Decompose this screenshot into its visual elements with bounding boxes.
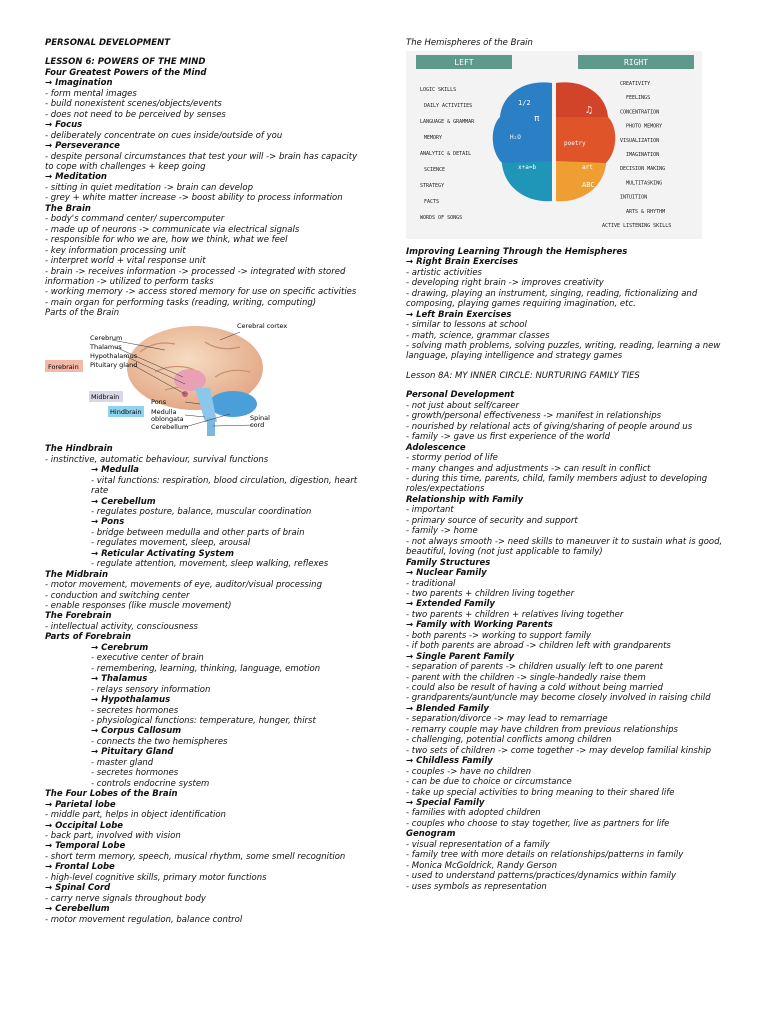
brain-parts-figure bbox=[45, 322, 363, 440]
text-line-artistic-activities: - artistic activities bbox=[406, 267, 482, 278]
medulla-label-2: oblongata bbox=[151, 414, 184, 423]
heading-imagination: → Imagination bbox=[45, 78, 113, 89]
text-line-motor-movement-regulation-balance-contro: - motor movement regulation, balance control bbox=[45, 914, 243, 925]
text-line-not-just-about-self-career: - not just about self/career bbox=[406, 400, 520, 411]
glyph-equation: x+a=b bbox=[518, 164, 537, 172]
text-line-executive-center-of-brain: - executive center of brain bbox=[91, 653, 204, 664]
text-line-controls-endocrine-system: - controls endocrine system bbox=[91, 778, 210, 789]
text-line-middle-part-helps-in-object-identificati: - middle part, helps in object identification bbox=[45, 810, 226, 821]
glyph-pi: π bbox=[534, 114, 540, 125]
text-line-remarry-couple-may-have-children-from-pr: - remarry couple may have children from previous relationships bbox=[406, 724, 678, 735]
text-line-grey-white-matter-increase-boost-ability: - grey + white matter increase -> boost ability to process information bbox=[45, 193, 343, 204]
heading-family-with-working-parents: → Family with Working Parents bbox=[406, 620, 553, 631]
text-line-bridge-between-medulla-and-other-parts-o: - bridge between medulla and other parts of brain bbox=[91, 527, 305, 538]
thalamus-label: Thalamus bbox=[90, 342, 122, 351]
heading-reticular-activating-system: → Reticular Activating System bbox=[91, 548, 234, 559]
text-line-regulates-movement-sleep-arousal: - regulates movement, sleep, arousal bbox=[91, 538, 251, 549]
text-line-lesson-8a-my-inner-circle-nurturing-fami: Lesson 8A: MY INNER CIRCLE: NURTURING FAMILY TIES bbox=[406, 370, 640, 381]
right-skill-visualization: VISUALIZATION bbox=[620, 138, 660, 145]
heading-cerebellum: → Cerebellum bbox=[45, 904, 110, 915]
right-skill-intuition: INTUITION bbox=[620, 195, 648, 202]
text-line-could-also-be-result-of-having-a-cold-wi: - could also be result of having a cold without being married bbox=[406, 683, 663, 694]
text-line-traditional: - traditional bbox=[406, 578, 456, 589]
text-line-both-parents-working-to-support-family: - both parents -> working to support family bbox=[406, 630, 592, 641]
left-skill-analytic-detail: ANALYTIC & DETAIL bbox=[420, 151, 472, 158]
medulla-label: Medulla bbox=[151, 407, 177, 416]
hemispheres-diagram bbox=[406, 51, 702, 239]
left-skill-science: SCIENCE bbox=[424, 167, 446, 174]
text-line-responsible-for-who-we-are-how-we-think-: - responsible for who we are, how we think, what we feel bbox=[45, 235, 288, 246]
spacer bbox=[406, 362, 726, 371]
heading-personal-development: Personal Development bbox=[406, 390, 515, 401]
left-header: LEFT bbox=[454, 58, 474, 68]
text-line-family-home: - family -> home bbox=[406, 526, 478, 537]
text-line-couples-have-no-children: - couples -> have no children bbox=[406, 766, 532, 777]
heading-the-midbrain: The Midbrain bbox=[45, 569, 109, 580]
spinal-cord-label-2: cord bbox=[250, 420, 265, 429]
text-line-master-gland: - master gland bbox=[91, 757, 154, 768]
text-line-physiological-functions-temperature-hung: - physiological functions: temperature, hunger, thirst bbox=[91, 716, 316, 727]
text-line-connects-the-two-hemispheres: - connects the two hemispheres bbox=[91, 736, 228, 747]
heading-temporal-lobe: → Temporal Lobe bbox=[45, 841, 126, 852]
right-skill-multitasking: MULTITASKING bbox=[626, 180, 663, 187]
spinal-cord-label: Spinal bbox=[250, 413, 270, 422]
text-line-carry-nerve-signals-throughout-body: - carry nerve signals throughout body bbox=[45, 893, 206, 904]
right-skill-concentration: CONCENTRATION bbox=[620, 109, 660, 116]
hemispheres-figure bbox=[406, 51, 726, 242]
text-line-similar-to-lessons-at-school: - similar to lessons at school bbox=[406, 320, 527, 331]
text-line-stormy-period-of-life: - stormy period of life bbox=[406, 453, 498, 464]
text-line-parts-of-the-brain: Parts of the Brain bbox=[45, 308, 120, 319]
glyph-water: H₂O bbox=[510, 134, 521, 142]
text-line-separation-of-parents-children-usually-l: - separation of parents -> children usually left to one parent bbox=[406, 662, 663, 673]
text-line-despite-personal-circumstances-that-test: - despite personal circumstances that test your will -> brain has capacity to cope with challenges + keep going bbox=[45, 151, 358, 172]
text-line-family-tree-with-more-details-on-relatio: - family tree with more details on relationships/patterns in family bbox=[406, 850, 684, 861]
heading-the-forebrain: The Forebrain bbox=[45, 611, 112, 622]
text-line-take-up-special-activities-to-bring-mean: - take up special activities to bring meaning to their shared life bbox=[406, 787, 675, 798]
heading-corpus-callosum: → Corpus Callosum bbox=[91, 726, 182, 737]
text-line-made-up-of-neurons-communicate-via-elect: - made up of neurons -> communicate via electrical signals bbox=[45, 224, 300, 235]
heading-the-four-lobes-of-the-brain: The Four Lobes of the Brain bbox=[45, 789, 178, 800]
thalamus-shape bbox=[174, 369, 206, 391]
heading-occipital-lobe: → Occipital Lobe bbox=[45, 820, 124, 831]
glyph-poetry: poetry bbox=[564, 140, 586, 148]
text-line-couples-who-choose-to-stay-together-live: - couples who choose to stay together, live as partners for life bbox=[406, 818, 670, 829]
pons-label: Pons bbox=[151, 397, 167, 406]
right-header: RIGHT bbox=[623, 58, 649, 68]
right-skill-creativity: CREATIVITY bbox=[620, 81, 651, 88]
heading-relationship-with-family: Relationship with Family bbox=[406, 494, 524, 505]
text-line-drawing-playing-an-instrument-singing-re: - drawing, playing an instrument, singing, reading, fictionalizing and composing, playing games requiring imagination, etc. bbox=[406, 288, 698, 310]
text-line-main-organ-for-performing-tasks-reading-: - main organ for performing tasks (reading, writing, computing) bbox=[45, 297, 317, 308]
text-line-solving-math-problems-solving-puzzles-wr: - solving math problems, solving puzzles, writing, reading, learning a new language, playing intelligence and strategy games bbox=[406, 340, 721, 362]
glyph-fraction: 1/2 bbox=[518, 99, 531, 108]
text-line-used-to-understand-patterns-practices-dy: - used to understand patterns/practices/dynamics within family bbox=[406, 871, 677, 882]
text-line-two-parents-children-relatives-living-to: - two parents + children + relatives living together bbox=[406, 609, 624, 620]
text-line-back-part-involved-with-vision: - back part, involved with vision bbox=[45, 831, 181, 841]
glyph-abc: ABC bbox=[582, 181, 595, 190]
heading-improving-learning-through-the-hemispher: Improving Learning Through the Hemispheres bbox=[406, 246, 628, 257]
text-line-key-information-processing-unit: - key information processing unit bbox=[45, 245, 186, 256]
cerebellum-label: Cerebellum bbox=[151, 422, 189, 431]
right-column bbox=[406, 38, 726, 892]
text-line-deliberately-concentrate-on-cues-inside-: - deliberately concentrate on cues inside/outside of you bbox=[45, 130, 283, 141]
text-line-high-level-cognitive-skills-primary-moto: - high-level cognitive skills, primary motor functions bbox=[45, 872, 267, 883]
text-line-vital-functions-respiration-blood-circul: - vital functions: respiration, blood circulation, digestion, heart rate bbox=[91, 475, 358, 497]
heading-meditation: → Meditation bbox=[45, 172, 107, 183]
text-line-monica-mcgoldrick-randy-gerson: - Monica McGoldrick, Randy Gerson bbox=[406, 860, 557, 871]
heading-perseverance: → Perseverance bbox=[45, 141, 120, 152]
text-line-math-science-grammar-classes: - math, science, grammar classes bbox=[406, 330, 550, 341]
heading-single-parent-family: → Single Parent Family bbox=[406, 651, 515, 662]
text-line-many-changes-and-adjustments-can-result-: - many changes and adjustments -> can result in conflict bbox=[406, 463, 651, 474]
text-line-sitting-in-quiet-meditation-brain-can-de: - sitting in quiet meditation -> brain can develop bbox=[45, 182, 253, 193]
heading-pituitary-gland: → Pituitary Gland bbox=[91, 747, 174, 758]
heading-genogram: Genogram bbox=[406, 829, 456, 840]
heading-four-greatest-powers-of-the-mind: Four Greatest Powers of the Mind bbox=[45, 67, 207, 78]
text-line-growth-personal-effectiveness-manifest-i: - growth/personal effectiveness -> manifest in relationships bbox=[406, 411, 662, 422]
text-line-important: - important bbox=[406, 505, 454, 516]
text-line-form-mental-images: - form mental images bbox=[45, 88, 137, 99]
text-line-enable-responses-like-muscle-movement: - enable responses (like muscle movement) bbox=[45, 601, 232, 612]
heading-medulla: → Medulla bbox=[91, 465, 140, 476]
heading-extended-family: → Extended Family bbox=[406, 599, 495, 610]
text-line-two-parents-children-living-together: - two parents + children living together bbox=[406, 588, 575, 599]
right-skill-decision-making: DECISION MAKING bbox=[620, 166, 666, 173]
pituitary-label: Pituitary gland bbox=[90, 360, 138, 369]
text-line-intellectual-activity-consciousness: - intellectual activity, consciousness bbox=[45, 621, 198, 632]
right-skill-photo-memory: PHOTO MEMORY bbox=[626, 124, 663, 131]
heading-cerebellum: → Cerebellum bbox=[91, 496, 156, 507]
text-line-during-this-time-parents-child-family-me: - during this time, parents, child, family members adjust to developing roles/expectations bbox=[406, 473, 708, 495]
left-skill-memory: MEMORY bbox=[424, 135, 443, 142]
right-skill-active-listening-skills: ACTIVE LISTENING SKILLS bbox=[602, 223, 672, 230]
text-line-build-nonexistent-scenes-objects-events: - build nonexistent scenes/objects/events bbox=[45, 99, 222, 110]
heading-adolescence: Adolescence bbox=[406, 442, 466, 453]
text-line-remembering-learning-thinking-language-e: - remembering, learning, thinking, language, emotion bbox=[91, 663, 321, 674]
text-line-visual-representation-of-a-family: - visual representation of a family bbox=[406, 839, 550, 850]
heading-parts-of-forebrain: Parts of Forebrain bbox=[45, 632, 132, 643]
spacer bbox=[406, 381, 726, 390]
text-line-secretes-hormones: - secretes hormones bbox=[91, 705, 179, 716]
text-line-primary-source-of-security-and-support: - primary source of security and support bbox=[406, 515, 578, 526]
text-line-uses-symbols-as-representation: - uses symbols as representation bbox=[406, 881, 547, 892]
spinal-cord-shape bbox=[207, 418, 215, 436]
forebrain-label: Forebrain bbox=[48, 362, 79, 371]
text-line-the-hemispheres-of-the-brain: The Hemispheres of the Brain bbox=[406, 38, 533, 48]
text-line-if-both-parents-are-abroad-children-left: - if both parents are abroad -> children left with grandparents bbox=[406, 641, 671, 652]
text-line-challenging-potential-conflicts-among-ch: - challenging, potential conflicts among children bbox=[406, 735, 612, 746]
left-skill-strategy: STRATEGY bbox=[420, 183, 445, 190]
hypothalamus-label: Hypothalamus bbox=[90, 351, 138, 360]
glyph-music: ♫ bbox=[586, 105, 593, 117]
text-line-can-be-due-to-choice-or-circumstance: - can be due to choice or circumstance bbox=[406, 777, 572, 788]
heading-hypothalamus: → Hypothalamus bbox=[91, 695, 171, 706]
text-line-secretes-hormones: - secretes hormones bbox=[91, 768, 179, 779]
heading-left-brain-exercises: → Left Brain Exercises bbox=[406, 309, 512, 320]
brain-parts-diagram bbox=[45, 321, 288, 437]
left-skill-logic-skills: LOGIC SKILLS bbox=[420, 87, 457, 94]
left-skill-language-grammar: LANGUAGE & GRAMMAR bbox=[420, 119, 475, 126]
heading-personal-development: PERSONAL DEVELOPMENT bbox=[45, 38, 170, 48]
text-line-regulate-attention-movement-sleep-walkin: - regulate attention, movement, sleep walking, reflexes bbox=[91, 559, 329, 570]
heading-frontal-lobe: → Frontal Lobe bbox=[45, 862, 115, 873]
text-line-conduction-and-switching-center: - conduction and switching center bbox=[45, 590, 190, 601]
right-skill-imagination: IMAGINATION bbox=[626, 152, 660, 159]
text-line-interpret-world-vital-response-unit: - interpret world + vital response unit bbox=[45, 256, 206, 267]
text-line-families-with-adopted-children: - families with adopted children bbox=[406, 808, 541, 819]
midbrain-label: Midbrain bbox=[91, 392, 120, 401]
heading-cerebrum: → Cerebrum bbox=[91, 642, 149, 653]
heading-right-brain-exercises: → Right Brain Exercises bbox=[406, 257, 519, 268]
text-line-brain-receives-information-processed-int: - brain -> receives information -> processed -> integrated with stored information -> utilized to perform tasks bbox=[45, 266, 346, 287]
heading-the-hindbrain: The Hindbrain bbox=[45, 444, 113, 455]
text-line-regulates-posture-balance-muscular-coord: - regulates posture, balance, muscular coordination bbox=[91, 506, 312, 517]
text-line-working-memory-access-stored-memory-for-: - working memory -> access stored memory for use on specific activities bbox=[45, 287, 357, 298]
heading-parietal-lobe: → Parietal lobe bbox=[45, 799, 116, 810]
text-line-two-sets-of-children-come-together-may-d: - two sets of children -> come together -> may develop familial kinship bbox=[406, 745, 711, 756]
glyph-art: art bbox=[582, 164, 593, 172]
heading-pons: → Pons bbox=[91, 517, 125, 528]
text-line-motor-movement-movements-of-eye-auditor-: - motor movement, movements of eye, auditor/visual processing bbox=[45, 580, 322, 591]
heading-blended-family: → Blended Family bbox=[406, 703, 489, 714]
left-skill-facts: FACTS bbox=[424, 199, 440, 206]
text-line-grandparents-aunt-uncle-may-become-close: - grandparents/aunt/uncle may become closely involved in raising child bbox=[406, 693, 711, 704]
right-skill-feelings: FEELINGS bbox=[626, 95, 651, 102]
text-line-developing-right-brain-improves-creativi: - developing right brain -> improves creativity bbox=[406, 278, 604, 289]
left-column bbox=[45, 38, 363, 925]
heading-family-structures: Family Structures bbox=[406, 557, 491, 568]
text-line-instinctive-automatic-behaviour-survival: - instinctive, automatic behaviour, survival functions bbox=[45, 454, 269, 465]
text-line-short-term-memory-speech-musical-rhythm-: - short term memory, speech, musical rhythm, some smell recognition bbox=[45, 851, 346, 862]
text-line-nourished-by-relational-acts-of-giving-s: - nourished by relational acts of giving/sharing of people around us bbox=[406, 421, 693, 432]
text-line-not-always-smooth-need-skills-to-maneuve: - not always smooth -> need skills to maneuver it to sustain what is good, beautiful, loving (not just applicable to family) bbox=[406, 536, 723, 558]
text-line-body-s-command-center-supercomputer: - body's command center/ supercomputer bbox=[45, 214, 225, 225]
heading-special-family: → Special Family bbox=[406, 798, 485, 809]
right-skill-arts-rhythm: ARTS & RHYTHM bbox=[626, 209, 666, 216]
cerebral-cortex-label: Cerebral cortex bbox=[237, 321, 288, 330]
text-line-family-gave-us-first-experience-of-the-w: - family -> gave us first experience of the world bbox=[406, 432, 611, 443]
text-line-does-not-need-to-be-perceived-by-senses: - does not need to be perceived by senses bbox=[45, 109, 226, 120]
heading-the-brain: The Brain bbox=[45, 203, 91, 214]
left-skill-daily-activities: DAILY ACTIVITIES bbox=[424, 103, 473, 110]
heading-focus: → Focus bbox=[45, 120, 83, 131]
text-line-relays-sensory-information: - relays sensory information bbox=[91, 684, 211, 695]
spacer bbox=[45, 48, 363, 57]
heading-nuclear-family: → Nuclear Family bbox=[406, 568, 487, 579]
text-line-separation-divorce-may-lead-to-remarriag: - separation/divorce -> may lead to remarriage bbox=[406, 714, 608, 725]
hindbrain-label: Hindbrain bbox=[110, 407, 142, 416]
text-line-parent-with-the-children-single-handedly: - parent with the children -> single-handedly raise them bbox=[406, 672, 646, 683]
left-skill-words-of-songs: WORDS OF SONGS bbox=[420, 215, 463, 222]
cerebrum-label: Cerebrum bbox=[90, 333, 123, 342]
heading-childless-family: → Childless Family bbox=[406, 756, 493, 767]
heading-lesson-6-powers-of-the-mind: LESSON 6: POWERS OF THE MIND bbox=[45, 57, 206, 68]
heading-thalamus: → Thalamus bbox=[91, 674, 148, 685]
heading-spinal-cord: → Spinal Cord bbox=[45, 883, 111, 894]
